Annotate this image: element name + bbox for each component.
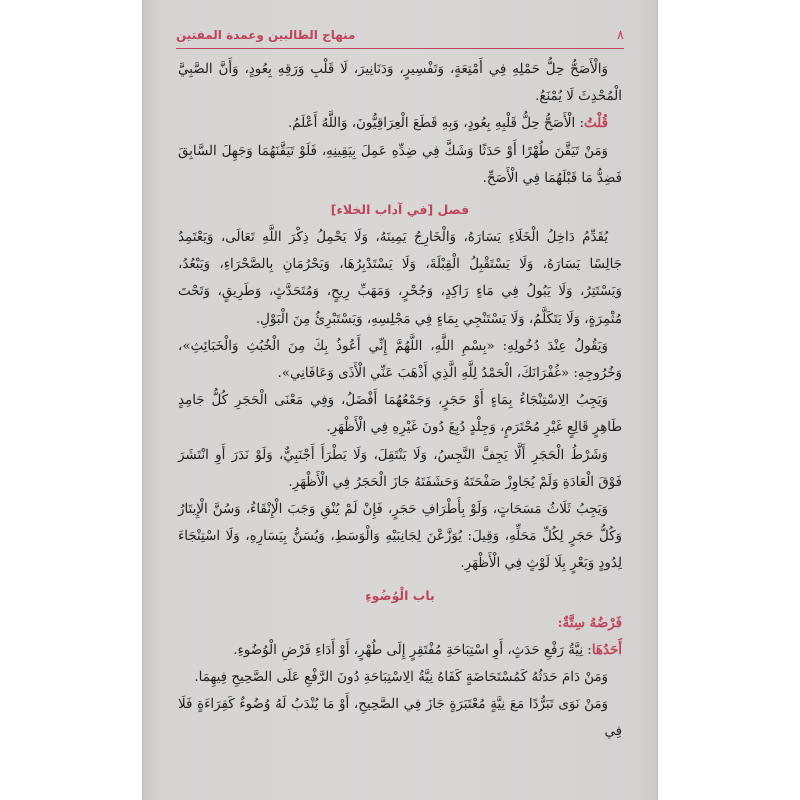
- paragraph-text: : نِيَّةُ رَفْعِ حَدَثٍ، أَوِ اسْتِبَاحَةِ مُفْتَقِرٍ إِلَى طُهْرٍ، أَوْ أَدَاءِ فَرْضِ الْوُضُوءِ.: [233, 642, 592, 658]
- paragraph: وَيَجِبُ الِاسْتِنْجَاءُ بِمَاءٍ أَوْ حَجَرٍ، وَجَمْعُهُمَا أَفْضَلُ، وَفِي مَعْنَى الْحَجَرِ كُلُّ جَامِدٍ طَاهِرٍ قَالِعٍ غَيْرِ مُحْتَرَمٍ، وَجِلْدٍ دُبِغَ دُونَ غَيْرِهِ فِي الْأَظْهَرِ.: [178, 393, 622, 436]
- ahaduha-label: أَحَدُهَا: [591, 641, 622, 658]
- section-heading: فصل [في آداب الخلاء]: [330, 202, 470, 218]
- paragraph-text: : الْأَصَحُّ حِلُّ قَلْبِهِ بِعُودٍ، وَبِهِ قَطَعَ الْعِرَاقِيُّونَ، وَاللَّهُ أَعْلَمُ.: [288, 116, 585, 132]
- paragraph: وَالْأَصَحُّ حِلُّ حَمْلِهِ فِي أَمْتِعَةٍ، وَتَفْسِيرٍ، وَدَنَانِيرَ، لَا قَلْبِ وَرَقِهِ بِعُودٍ، وَأَنَّ الصَّبِيَّ الْمُحْدِثَ لَا يُمْنَعُ.: [178, 62, 622, 105]
- running-header: [176, 24, 624, 49]
- paragraph: يُقَدِّمُ دَاخِلُ الْخَلَاءِ يَسَارَهُ، وَالْخَارِجُ يَمِينَهُ، وَلَا يَحْمِلُ ذِكْرَ اللَّهِ تَعَالَى، وَيَعْتَمِدُ جَالِسًا يَسَارَهُ، وَلَا يَسْتَقْبِلُ الْقِبْلَةَ، وَلَا يَسْتَدْبِرُهَا، وَيَحْرُمَانِ بِالصَّحْرَاءِ، وَيَبْعُدُ، وَيَسْتَتِرُ، وَلَا يَبُولُ فِي مَاءٍ رَاكِدٍ، وَجُحْرٍ، وَمَهَبِّ رِيحٍ، وَمُتَحَدَّثٍ، وَطَرِيقٍ، وَتَحْتَ مُثْمِرَةٍ، وَلَا يَتَكَلَّمُ، وَلَا يَسْتَنْجِي بِمَاءٍ فِي مَجْلِسِهِ، وَيَسْتَبْرِئُ مِنَ الْبَوْلِ.: [178, 230, 622, 327]
- paragraph: وَمَنْ نَوَى تَبَرُّدًا مَعَ نِيَّةٍ مُعْتَبَرَةٍ جَازَ فِي الصَّحِيحِ، أَوْ مَا يُنْدَبُ لَهُ وُضُوءٌ كَقِرَاءَةٍ فَلَا فِي: [178, 697, 622, 740]
- chapter-heading: باب الْوُضُوءِ: [365, 587, 435, 603]
- paragraph: [178, 637, 622, 664]
- book-page: [142, 0, 658, 800]
- paragraph: [178, 110, 622, 137]
- qultu-label: قُلْتُ: [584, 115, 608, 132]
- page-body: [178, 56, 622, 746]
- paragraph: وَشَرْطُ الْحَجَرِ أَلَّا يَجِفَّ النَّجِسُ، وَلَا يَنْتَقِلَ، وَلَا يَطْرَأَ أَجْنَبِيٌّ، وَلَوْ نَدَرَ أَوِ انْتَشَرَ فَوْقَ الْعَادَةِ وَلَمْ يُجَاوِزْ صَفْحَتَهُ وَحَشَفَتَهُ جَازَ الْحَجَرُ فِي الْأَظْهَرِ.: [178, 447, 622, 490]
- page-number: ٨: [617, 28, 624, 43]
- paragraph: وَيَجِبُ ثَلَاثُ مَسَحَاتٍ، وَلَوْ بِأَطْرَافِ حَجَرٍ، فَإِنْ لَمْ يُنْقِ وَجَبَ الْإِنْقَاءُ، وَسُنَّ الْإِيتَارُ وَكُلُّ حَجَرٍ لِكُلِّ مَحَلِّهِ، وَقِيلَ: يُوَزَّعْنَ لِجَانِبَيْهِ وَالْوَسَطِ، وَيُسَنُّ بِيَسَارِهِ، وَلَا اسْتِنْجَاءَ لِدُودٍ وَبَعْرٍ بِلَا لَوْثٍ فِي الْأَظْهَرِ.: [178, 502, 622, 572]
- book-title: منهاج الطالبين وعمدة المفتين: [176, 28, 356, 42]
- subsection-intro: فَرْضُهُ سِتَّةٌ:: [557, 614, 622, 631]
- paragraph: وَمَنْ دَامَ حَدَثُهُ كَمُسْتَحَاضَةٍ كَفَاهُ نِيَّةُ الِاسْتِبَاحَةِ دُونَ الرَّفْعِ عَلَى الصَّحِيحِ فِيهِمَا.: [194, 670, 608, 686]
- paragraph: وَمَنْ تَيَقَّنَ طُهْرًا أَوْ حَدَثًا وَشَكَّ فِي ضِدِّهِ عَمِلَ بِيَقِينِهِ، فَلَوْ تَيَقَّنَهُمَا وَجَهِلَ السَّابِقَ فَضِدُّ مَا قَبْلَهُمَا فِي الْأَصَحِّ.: [178, 143, 622, 186]
- paragraph: وَيَقُولُ عِنْدَ دُخُولِهِ: «بِسْمِ اللَّهِ، اللَّهُمَّ إِنِّي أَعُوذُ بِكَ مِنَ الْخُبُثِ وَالْخَبَائِثِ»، وَخُرُوجِهِ: «غُفْرَانَكَ، الْحَمْدُ لِلَّهِ الَّذِي أَذْهَبَ عَنِّي الْأَذَى وَعَافَانِي».: [178, 338, 622, 382]
